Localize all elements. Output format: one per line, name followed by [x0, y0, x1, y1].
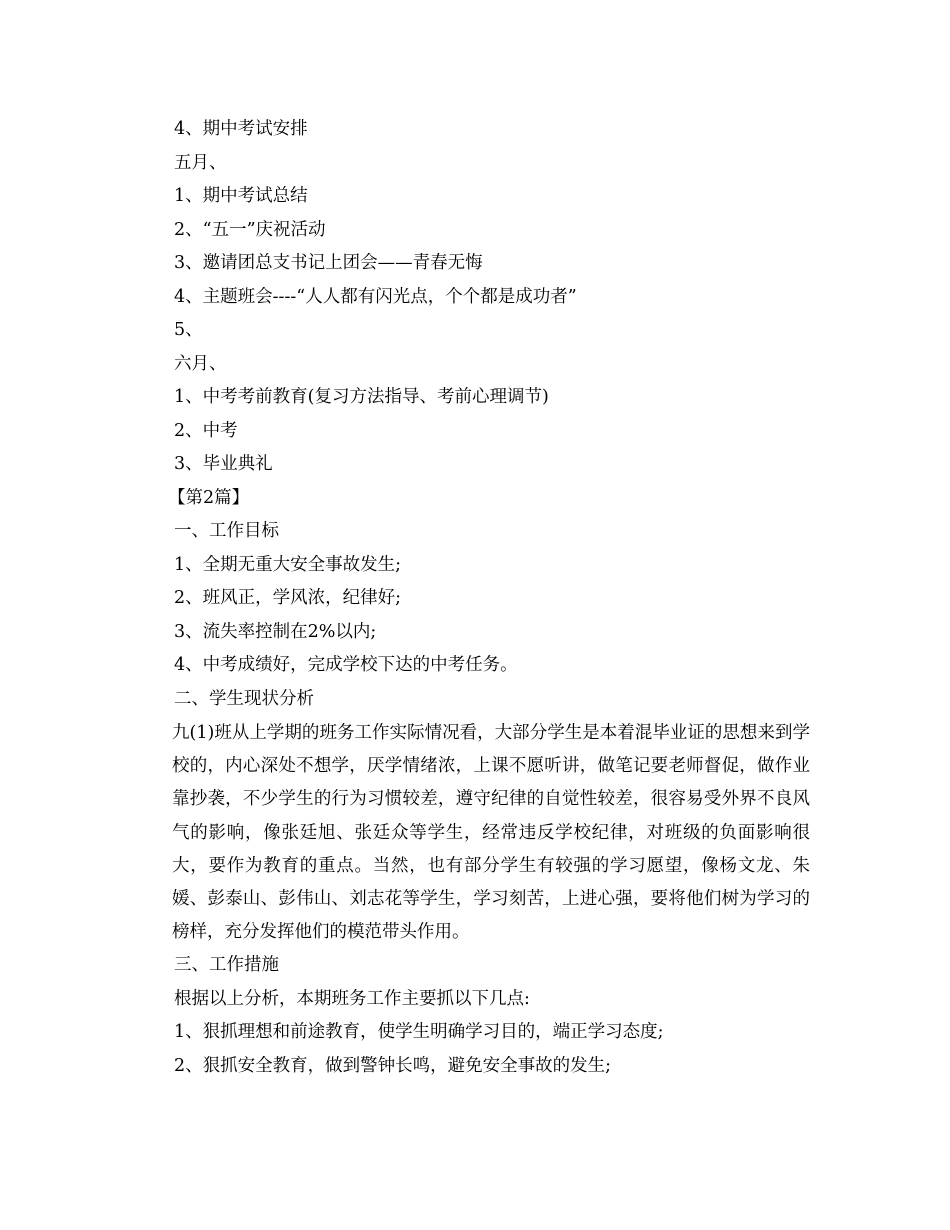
text-line: 2、狠抓安全教育，做到警钟长鸣，避免安全事故的发生;: [174, 1055, 612, 1076]
text-line: 根据以上分析，本期班务工作主要抓以下几点:: [174, 988, 530, 1009]
text-line: 2、班风正，学风浓，纪律好;: [174, 588, 402, 608]
subsection-heading: 三、工作措施: [174, 955, 279, 976]
text-line: 4、主题班会----“人人都有闪光点，个个都是成功者”: [174, 286, 577, 307]
text-line: 2、“五一”庆祝活动: [174, 219, 326, 240]
text-line: 4、期中考试安排: [174, 119, 308, 139]
text-line: 1、全期无重大安全事故发生;: [174, 554, 402, 575]
text-line: 5、: [174, 320, 203, 340]
month-heading: 五月、: [174, 152, 227, 173]
text-line: 1、中考考前教育(复习方法指导、考前心理调节): [174, 387, 549, 407]
text-line: 3、流失率控制在2%以内;: [174, 621, 377, 642]
text-line: 1、狠抓理想和前途教育，使学生明确学习目的，端正学习态度;: [174, 1022, 664, 1043]
subsection-heading: 一、工作目标: [174, 521, 279, 541]
text-line: 3、邀请团总支书记上团会——青春无悔: [174, 253, 483, 273]
subsection-heading: 二、学生现状分析: [174, 688, 314, 709]
text-line: 1、期中考试总结: [174, 186, 308, 206]
text-line: 3、毕业典礼: [174, 454, 273, 474]
section-heading: 【第2篇】: [168, 487, 250, 508]
text-line: 2、中考: [174, 420, 238, 441]
text-line: 4、中考成绩好，完成学校下达的中考任务。: [174, 655, 518, 675]
month-heading: 六月、: [174, 353, 227, 374]
analysis-paragraph: 九(1)班从上学期的班务工作实际情况看，大部分学生是本着混毕业证的思想来到学校的，内心深处不想学，厌学情绪浓，上课不愿听讲，做笔记要老师督促，做作业靠抄袭，不少学生的行为习惯较差，遵守纪律的自觉性较差，很容易受外界不良风气的影响，像张廷旭、张廷众等学生，经常违反学校纪律，对班级的负面影响很大，要作为教育的重点。当然，也有部分学生有较强的学习愿望，像杨文龙、朱媛、彭泰山、彭伟山、刘志花等学生，学习刻苦，上进心强，要将他们树为学习的榜样，充分发挥他们的模范带头作用。: [172, 723, 810, 943]
document-body: [168, 113, 814, 1083]
